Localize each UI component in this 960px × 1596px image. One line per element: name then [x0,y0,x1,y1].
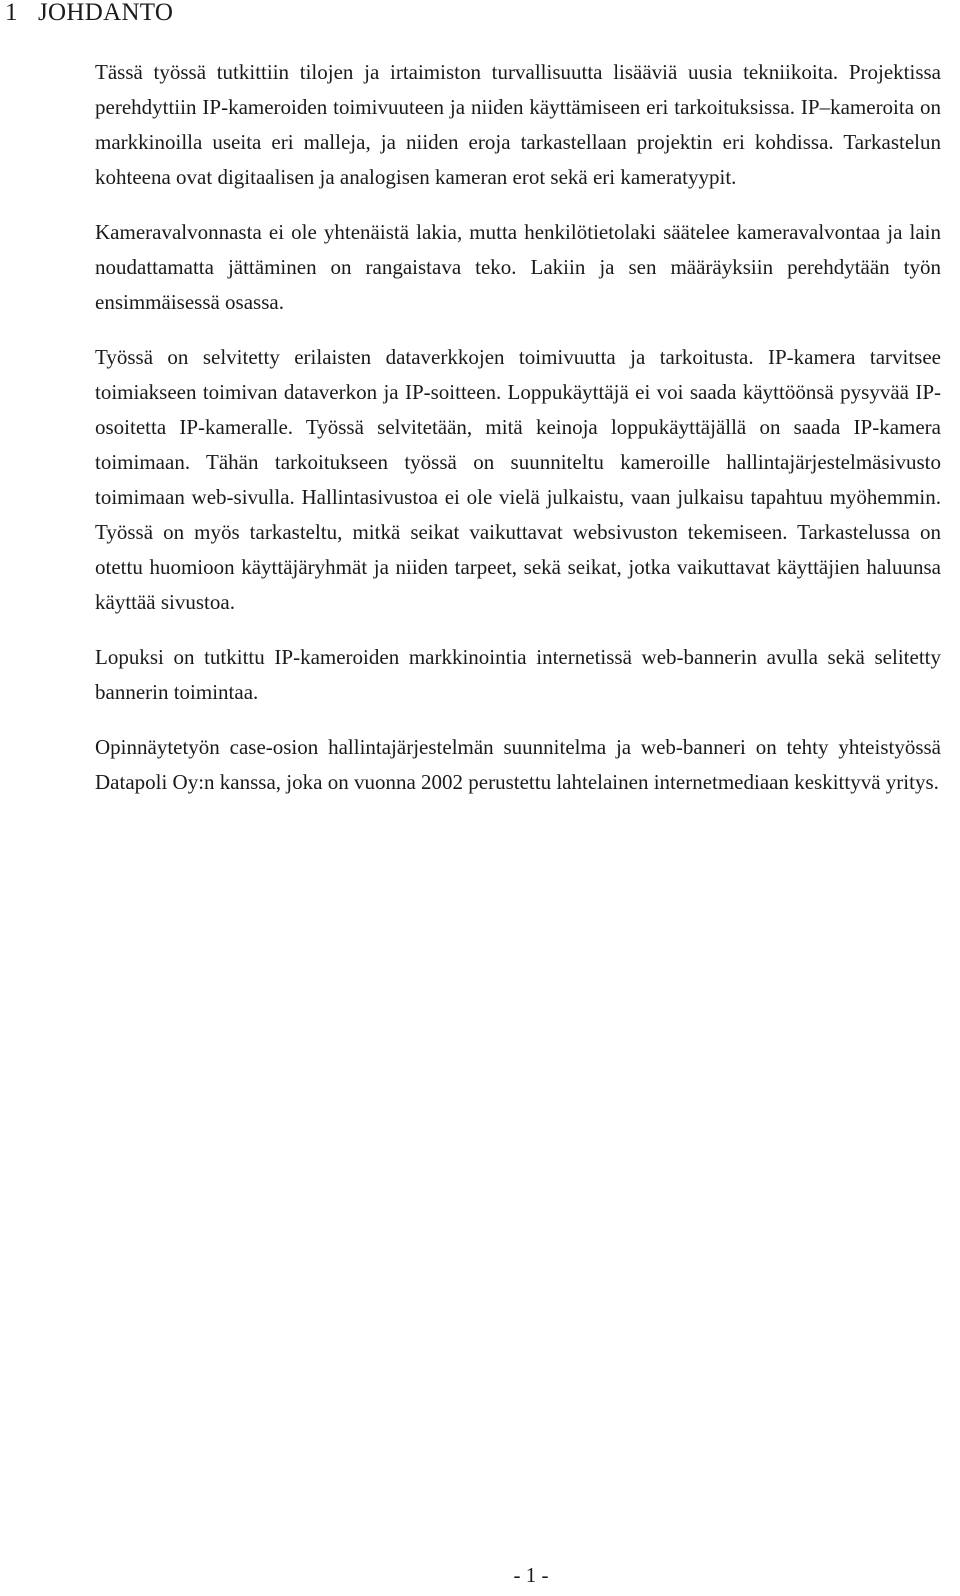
chapter-heading [5,0,173,28]
paragraph-networks: Työssä on selvitetty erilaisten dataverkkojen toimivuutta ja tarkoitusta. IP-kamera tarvitsee toimiakseen toimivan dataverkon ja IP-soitteen. Loppukäyttäjä ei voi saada käyttöönsä pysyvää IP-osoitetta IP-kameralle. Työssä selvitetään, mitä keinoja loppukäyttäjällä on saada IP-kamera toimimaan. Tähän tarkoitukseen työssä on suunniteltu kameroille hallintajärjestelmäsivusto toimimaan web-sivulla. Hallintasivustoa ei ole vielä julkaistu, vaan julkaisu tapahtuu myöhemmin. Työssä on myös tarkasteltu, mitkä seikat vaikuttavat websivuston tekemiseen. Tarkastelussa on otettu huomioon käyttäjäryhmät ja niiden tarpeet, sekä seikat, jotka vaikuttavat käyttäjien haluunsa käyttää sivustoa. [95,345,941,614]
paragraph-cooperation: Opinnäytetyön case-osion hallintajärjestelmän suunnitelma ja web-banneri on tehty yhteistyössä Datapoli Oy:n kanssa, joka on vuonna 2002 perustettu lahtelainen internetmediaan keskittyvä yritys. [95,735,941,794]
chapter-body [95,55,941,820]
chapter-number: 1 [5,0,18,26]
page-number: - 1 - [513,1563,549,1587]
chapter-title: JOHDANTO [38,0,174,26]
paragraph-marketing: Lopuksi on tutkittu IP-kameroiden markkinointia internetissä web-bannerin avulla sekä selitetty bannerin toimintaa. [95,645,941,704]
paragraph-legislation: Kameravalvonnasta ei ole yhtenäistä lakia, mutta henkilötietolaki säätelee kameravalvontaa ja lain noudattamatta jättäminen on rangaistava teko. Lakiin ja sen määräyksiin perehdytään työn ensimmäisessä osassa. [95,220,941,314]
paragraph-intro: Tässä työssä tutkittiin tilojen ja irtaimiston turvallisuutta lisääviä uusia tekniikoita. Projektissa perehdyttiin IP-kameroiden toimivuuteen ja niiden käyttämiseen eri tarkoituksissa. IP–kameroita on markkinoilla useita eri malleja, ja niiden eroja tarkastellaan projektin eri kohdissa. Tarkastelun kohteena ovat digitaalisen ja analogisen kameran erot sekä eri kameratyypit. [95,60,941,189]
